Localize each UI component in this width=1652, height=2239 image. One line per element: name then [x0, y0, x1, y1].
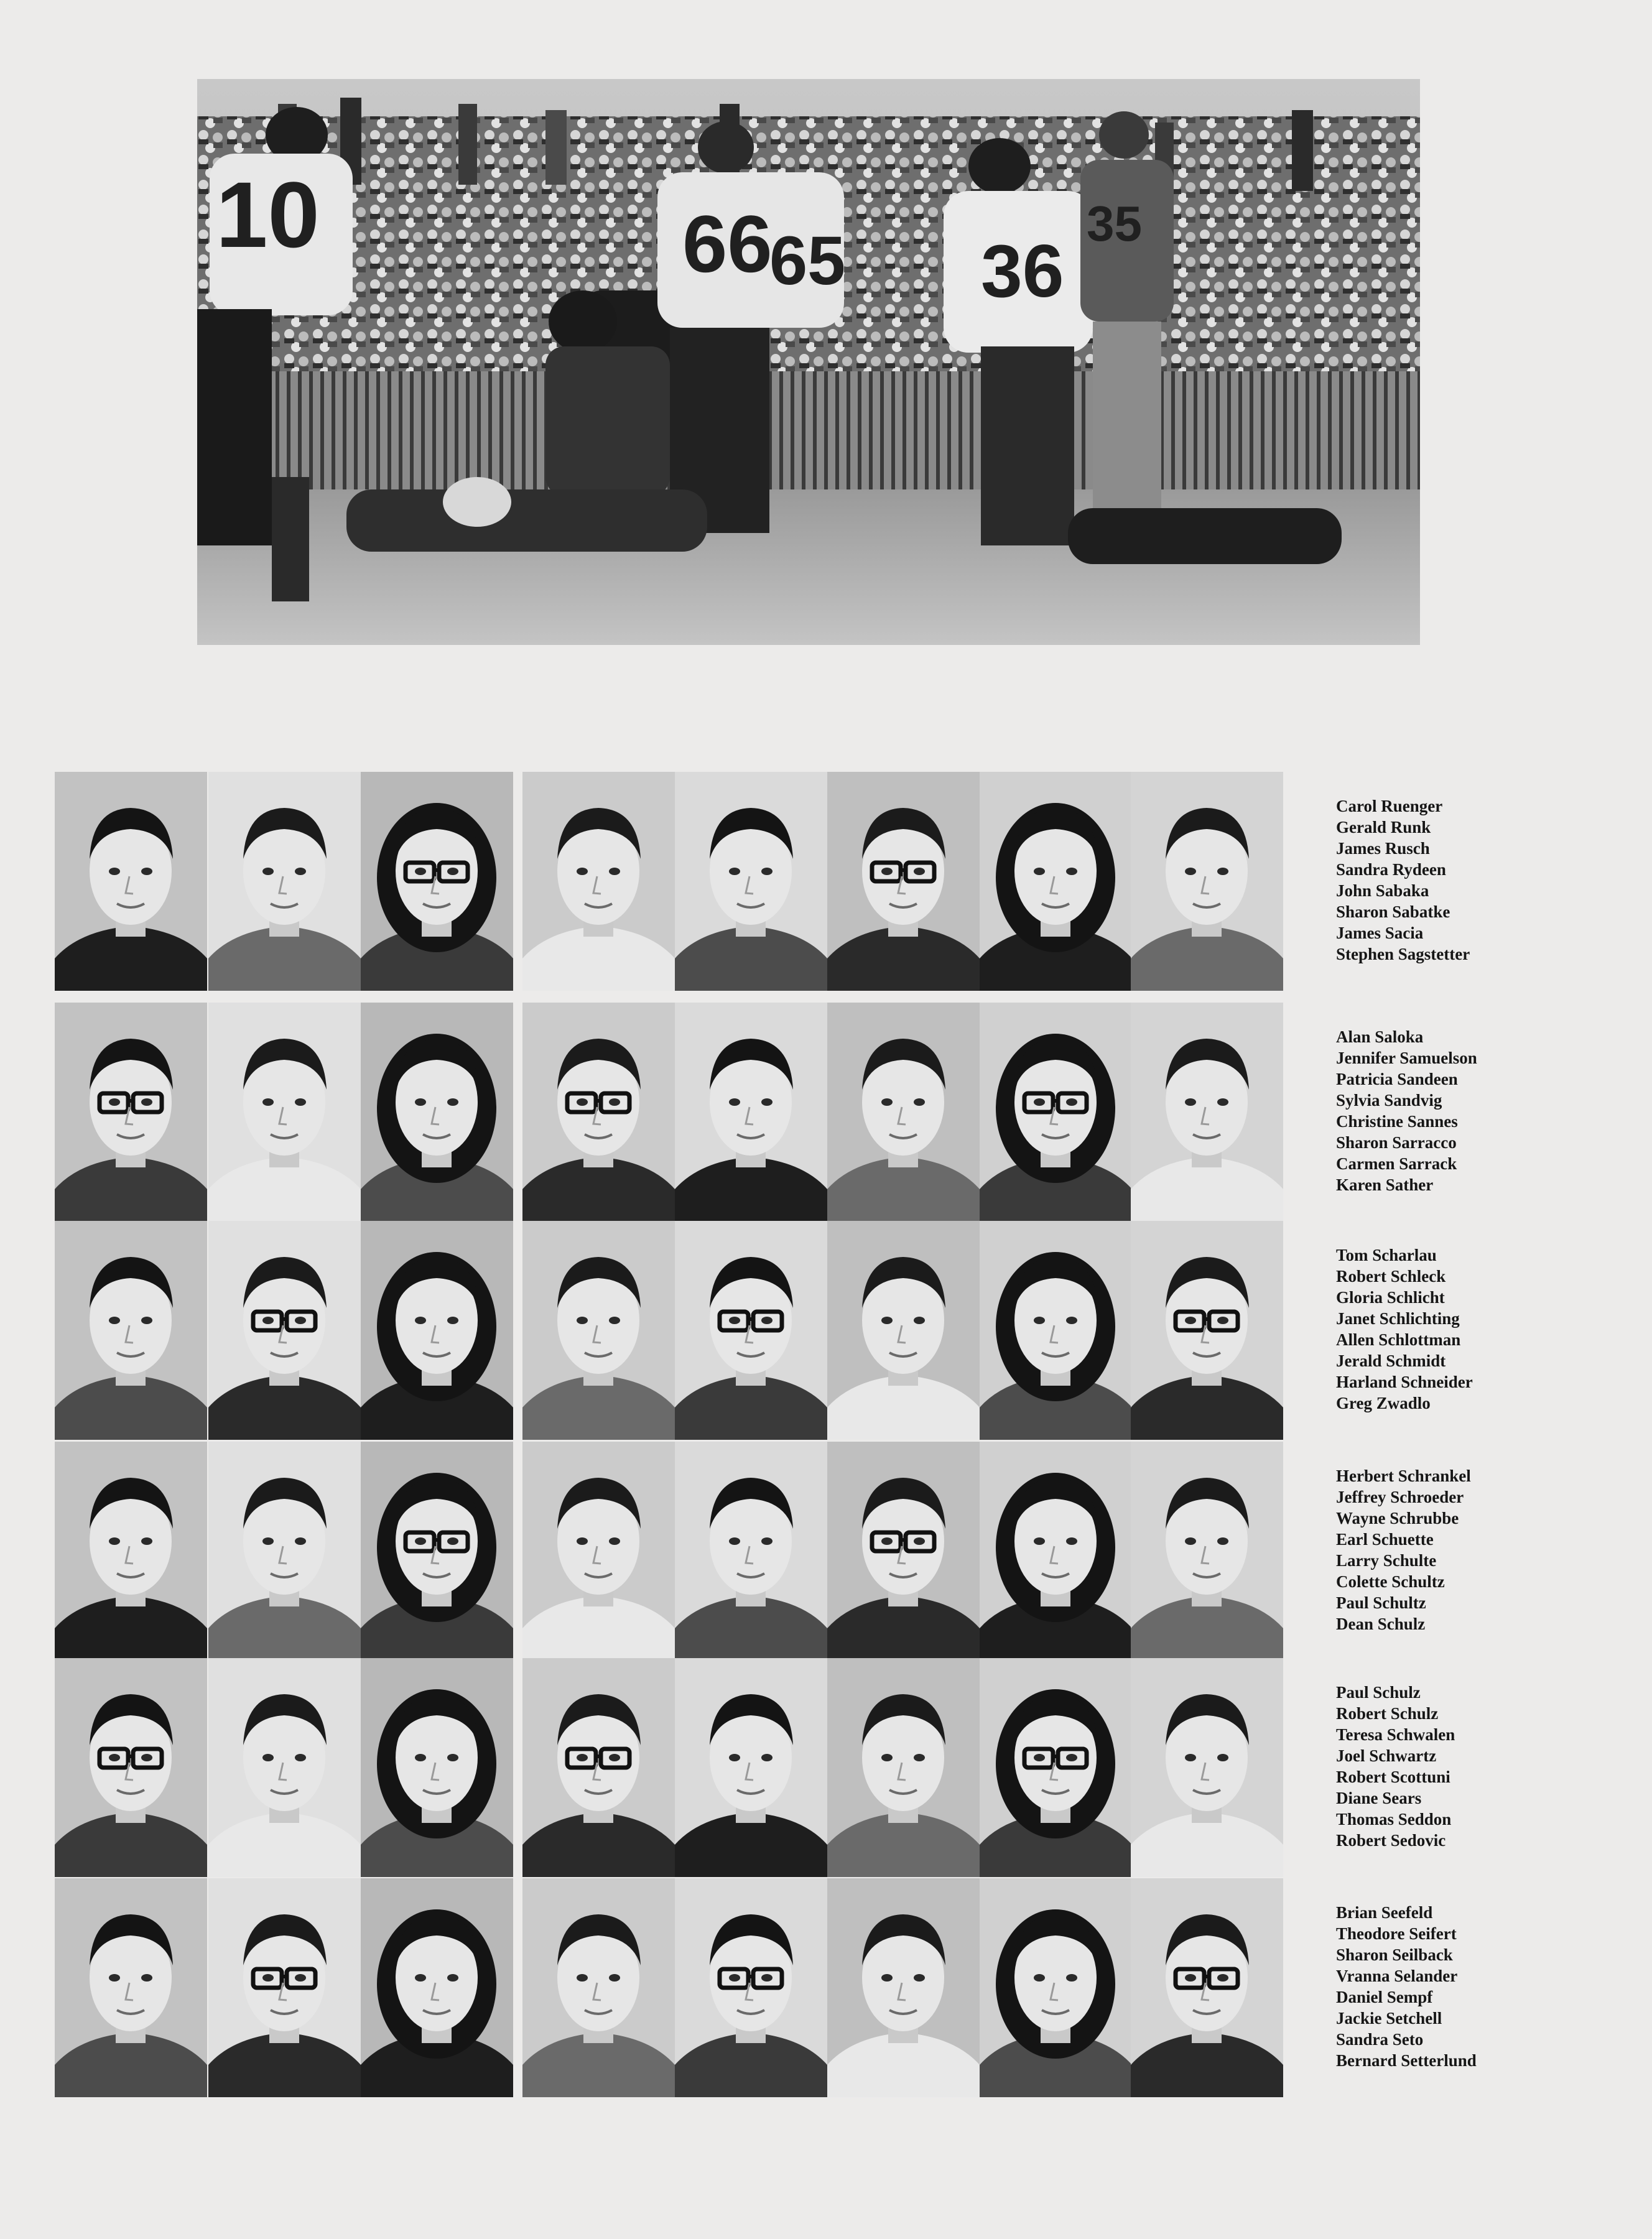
student-portrait [827, 1658, 980, 1877]
jersey-number: 35 [1087, 196, 1142, 251]
student-name: James Sacia [1336, 924, 1424, 942]
student-name: Stephen Sagstetter [1336, 945, 1470, 963]
portrait-image [675, 1442, 827, 1661]
student-name: Tom Scharlau [1336, 1246, 1437, 1264]
portrait-image [1131, 1442, 1283, 1661]
student-portrait [208, 1003, 361, 1221]
portrait-image [827, 1003, 980, 1221]
student-name: Sandra Rydeen [1336, 860, 1446, 879]
student-portrait [980, 772, 1132, 991]
name-list [1336, 795, 1470, 965]
portrait-image [522, 772, 675, 991]
student-name: Teresa Schwalen [1336, 1725, 1455, 1744]
student-portrait [208, 1442, 361, 1661]
student-name: Vranna Selander [1336, 1967, 1458, 1985]
portrait-image [980, 1221, 1132, 1440]
portrait-image [522, 1878, 675, 2097]
jersey-number: 65 [769, 223, 846, 299]
football-game-photo [197, 79, 1420, 645]
student-portrait [522, 1442, 675, 1661]
student-portrait [208, 772, 361, 991]
portrait-image [208, 772, 361, 991]
student-name: Robert Sedovic [1336, 1831, 1446, 1850]
portrait-image [827, 1442, 980, 1661]
portrait-image [55, 772, 207, 991]
name-list [1336, 1026, 1477, 1195]
student-name: Robert Scottuni [1336, 1768, 1450, 1786]
student-portrait [361, 1442, 513, 1661]
portrait-image [1131, 1878, 1283, 2097]
portrait-image [980, 1878, 1132, 2097]
student-name: Larry Schulte [1336, 1551, 1437, 1570]
name-list [1336, 1902, 1477, 2071]
student-name: Sharon Sarracco [1336, 1133, 1457, 1152]
portrait-image [827, 772, 980, 991]
student-name: Theodore Seifert [1336, 1924, 1457, 1943]
student-name: John Sabaka [1336, 881, 1429, 900]
student-name: Allen Schlottman [1336, 1330, 1461, 1349]
student-name: Daniel Sempf [1336, 1988, 1433, 2006]
student-portrait [55, 1442, 207, 1661]
portrait-image [208, 1221, 361, 1440]
student-portrait [55, 1221, 207, 1440]
student-portrait [980, 1003, 1132, 1221]
student-name: Robert Schleck [1336, 1267, 1446, 1286]
student-portrait [208, 1658, 361, 1877]
student-portrait [55, 772, 207, 991]
student-portrait [675, 1442, 827, 1661]
portrait-image [55, 1221, 207, 1440]
student-name: Carol Ruenger [1336, 797, 1443, 815]
portrait-image [55, 1658, 207, 1877]
jersey-number: 66 [682, 198, 773, 289]
student-portrait [980, 1878, 1132, 2097]
student-portrait [980, 1442, 1132, 1661]
portrait-image [361, 772, 513, 991]
student-name: Jerald Schmidt [1336, 1351, 1446, 1370]
portrait-image [827, 1658, 980, 1877]
student-portrait [55, 1003, 207, 1221]
jersey-number: 10 [216, 162, 320, 267]
student-portrait [827, 1003, 980, 1221]
student-name: Sandra Seto [1336, 2030, 1424, 2049]
portrait-image [980, 772, 1132, 991]
student-portrait [361, 1658, 513, 1877]
portrait-image [1131, 1658, 1283, 1877]
student-name: Greg Zwadlo [1336, 1394, 1431, 1412]
portrait-image [55, 1442, 207, 1661]
portrait-image [1131, 772, 1283, 991]
student-portrait [208, 1878, 361, 2097]
student-name: Wayne Schrubbe [1336, 1509, 1459, 1527]
portrait-image [522, 1658, 675, 1877]
portrait-image [361, 1003, 513, 1221]
student-name: Alan Saloka [1336, 1027, 1424, 1046]
student-name: Colette Schultz [1336, 1572, 1445, 1591]
student-portrait [1131, 1003, 1283, 1221]
portrait-image [522, 1442, 675, 1661]
student-portrait [522, 772, 675, 991]
portrait-image [827, 1878, 980, 2097]
student-portrait [980, 1658, 1132, 1877]
student-name: Jeffrey Schroeder [1336, 1488, 1464, 1506]
portrait-image [675, 1878, 827, 2097]
portrait-image [208, 1658, 361, 1877]
student-name: Thomas Seddon [1336, 1810, 1452, 1829]
student-portrait [361, 1878, 513, 2097]
student-portrait [980, 1221, 1132, 1440]
student-name: Patricia Sandeen [1336, 1070, 1458, 1088]
student-name: Janet Schlichting [1336, 1309, 1460, 1328]
student-name: Joel Schwartz [1336, 1746, 1437, 1765]
student-portrait [827, 1442, 980, 1661]
student-portrait [675, 1878, 827, 2097]
portrait-image [522, 1221, 675, 1440]
portrait-image [1131, 1221, 1283, 1440]
student-name: Sharon Sabatke [1336, 902, 1450, 921]
student-name: Jackie Setchell [1336, 2009, 1442, 2028]
portrait-image [827, 1221, 980, 1440]
student-name: Sharon Seilback [1336, 1945, 1453, 1964]
portrait-image [675, 1003, 827, 1221]
student-name: Dean Schulz [1336, 1615, 1426, 1633]
name-list [1336, 1682, 1455, 1851]
student-name: Paul Schultz [1336, 1593, 1426, 1612]
student-portrait [361, 1003, 513, 1221]
portrait-image [980, 1442, 1132, 1661]
student-name: Brian Seefeld [1336, 1903, 1433, 1922]
student-portrait [522, 1003, 675, 1221]
student-portrait [675, 1003, 827, 1221]
student-portrait [827, 1221, 980, 1440]
student-portrait [675, 1658, 827, 1877]
student-portrait [827, 1878, 980, 2097]
student-name: Sylvia Sandvig [1336, 1091, 1442, 1110]
student-portrait [1131, 1878, 1283, 2097]
student-name: Karen Sather [1336, 1175, 1434, 1194]
student-portrait [522, 1878, 675, 2097]
student-name: Gerald Runk [1336, 818, 1431, 837]
portrait-image [361, 1878, 513, 2097]
name-list [1336, 1465, 1471, 1634]
student-portrait [361, 1221, 513, 1440]
portrait-image [522, 1003, 675, 1221]
student-portrait [827, 772, 980, 991]
student-name: Robert Schulz [1336, 1704, 1439, 1723]
student-name: James Rusch [1336, 839, 1430, 858]
jersey-number: 36 [981, 229, 1064, 313]
student-name: Earl Schuette [1336, 1530, 1434, 1549]
portrait-image [55, 1003, 207, 1221]
student-name: Harland Schneider [1336, 1373, 1473, 1391]
student-portrait [208, 1221, 361, 1440]
student-portrait [1131, 1442, 1283, 1661]
portrait-image [1131, 1003, 1283, 1221]
student-portrait [1131, 1658, 1283, 1877]
student-name: Bernard Setterlund [1336, 2051, 1477, 2070]
student-portrait [675, 1221, 827, 1440]
student-portrait [1131, 772, 1283, 991]
student-portrait [55, 1658, 207, 1877]
portrait-image [675, 1221, 827, 1440]
portrait-image [208, 1003, 361, 1221]
student-name: Gloria Schlicht [1336, 1288, 1445, 1307]
name-list [1336, 1245, 1473, 1414]
portrait-image [208, 1442, 361, 1661]
portrait-image [675, 772, 827, 991]
portrait-image [55, 1878, 207, 2097]
portrait-image [675, 1658, 827, 1877]
student-name: Jennifer Samuelson [1336, 1049, 1477, 1067]
student-portrait [522, 1221, 675, 1440]
student-name: Herbert Schrankel [1336, 1467, 1471, 1485]
portrait-image [361, 1658, 513, 1877]
student-portrait [1131, 1221, 1283, 1440]
student-portrait [522, 1658, 675, 1877]
portrait-image [980, 1658, 1132, 1877]
student-name: Paul Schulz [1336, 1683, 1421, 1702]
student-name: Diane Sears [1336, 1789, 1422, 1807]
portrait-image [980, 1003, 1132, 1221]
portrait-image [361, 1442, 513, 1661]
student-portrait [675, 772, 827, 991]
portrait-image [361, 1221, 513, 1440]
student-name: Carmen Sarrack [1336, 1154, 1457, 1173]
student-name: Christine Sannes [1336, 1112, 1458, 1131]
student-portrait [55, 1878, 207, 2097]
student-portrait [361, 772, 513, 991]
portrait-image [208, 1878, 361, 2097]
